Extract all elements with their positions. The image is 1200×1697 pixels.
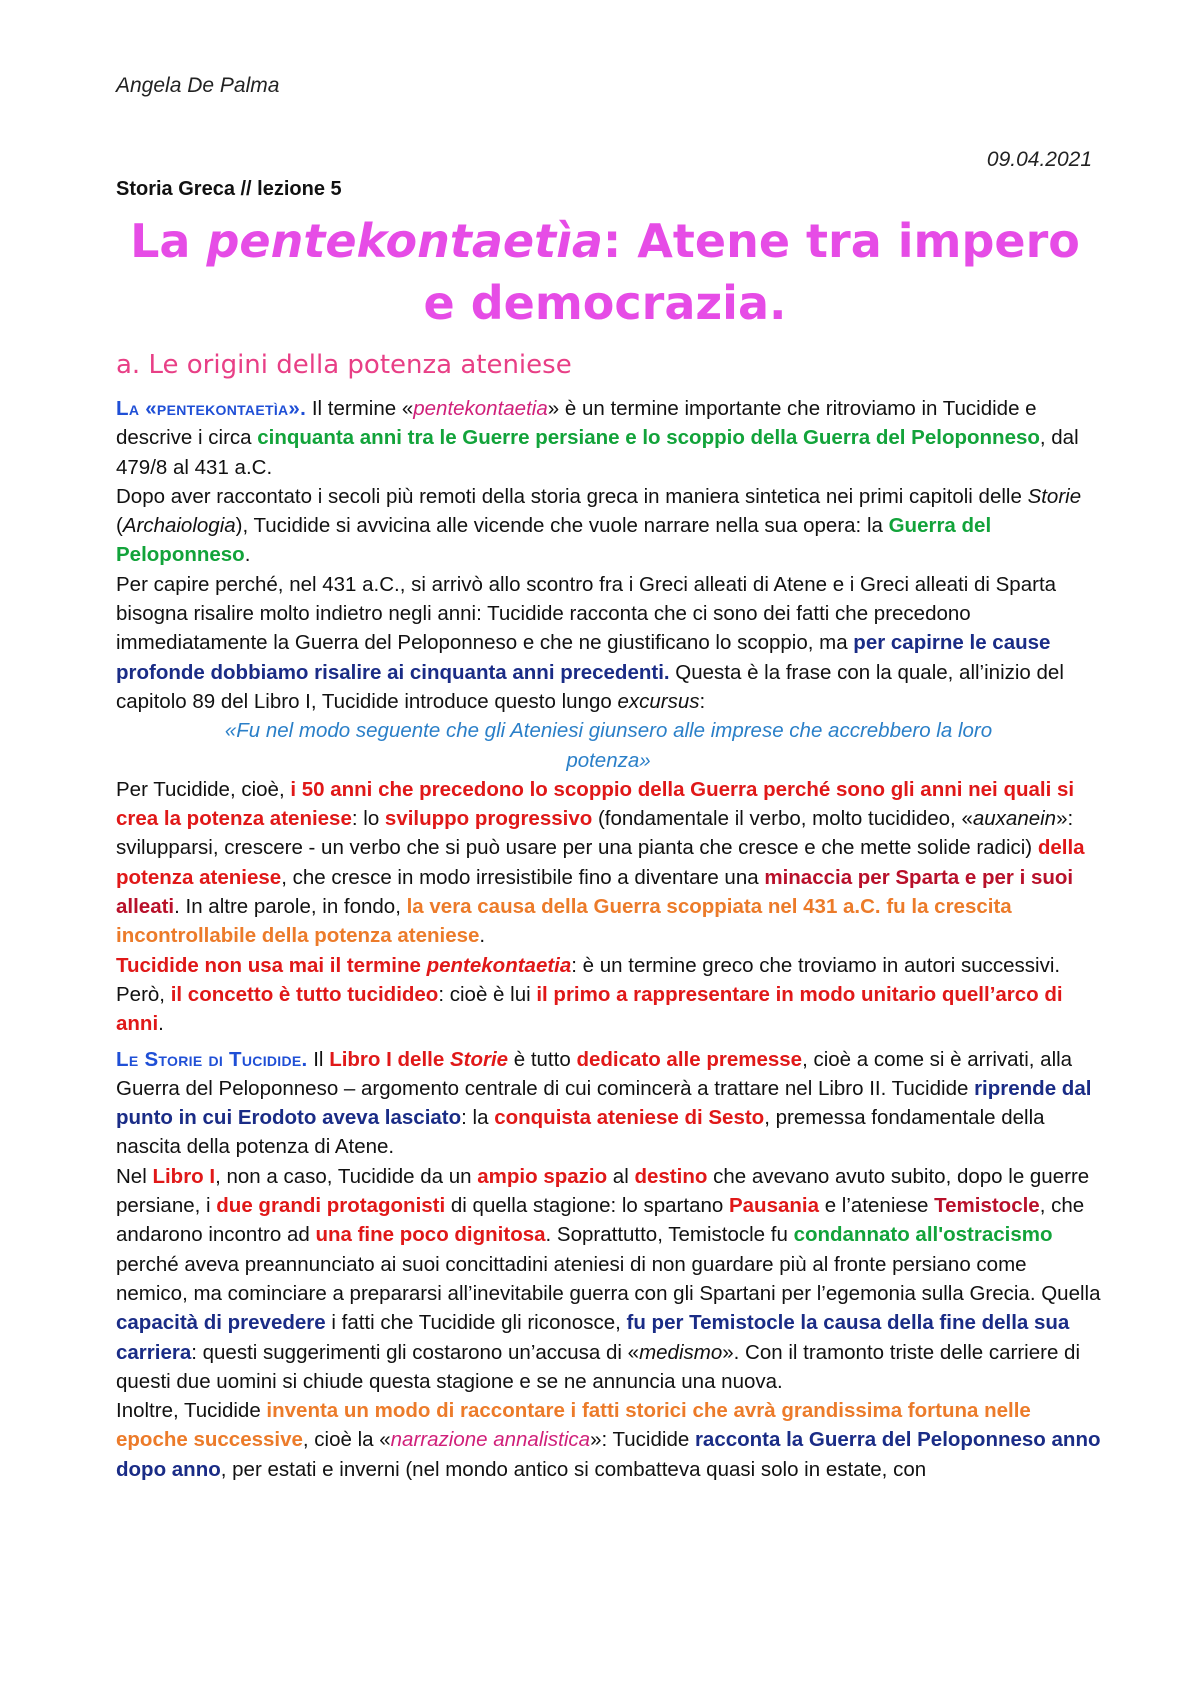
text-run: Nel xyxy=(116,1164,153,1188)
highlight-red: il concetto è tutto tucidideo xyxy=(170,982,439,1006)
text-run: , cioè a come si è arrivati, alla Guerra del Peloponneso – argomento centrale di cui comincerà a trattare nel Libro II. Tucidide xyxy=(116,1047,1073,1100)
text-run: Questa è la frase con la quale, all’inizio del capitolo 89 del Libro I, Tucidide introduce questo lungo xyxy=(116,660,1064,713)
highlight-red: dedicato alle premesse xyxy=(576,1047,803,1071)
italic-term: auxanein xyxy=(972,807,1057,831)
paragraph-pentekontaetia xyxy=(116,394,1101,482)
text-run: i fatti che Tucidide gli riconosce, xyxy=(325,1311,627,1335)
highlight-red: Libro I xyxy=(152,1164,216,1188)
highlight-orange: la vera causa della Guerra scoppiata nel 431 a.C. fu la crescita incontrollabile della potenza ateniese xyxy=(116,895,1012,948)
highlight-green: cinquanta anni tra le Guerre persiane e lo scoppio della Guerra del Peloponneso xyxy=(257,426,1040,450)
paragraph-libro-i xyxy=(116,1162,1101,1396)
paragraph-heading: La «pentekontaetìa». xyxy=(116,397,307,420)
highlight-red: Tucidide non usa mai il termine xyxy=(116,953,427,977)
highlight-red-italic: Storie xyxy=(449,1047,509,1071)
text-run: , per estati e inverni (nel mondo antico si combatteva quasi solo in estate, con xyxy=(220,1457,927,1481)
italic-term: excursus xyxy=(617,689,700,713)
highlight-dark-red: Temistocle xyxy=(934,1194,1040,1218)
text-run: . In altre parole, in fondo, xyxy=(174,895,407,919)
text-run: Inoltre, Tucidide xyxy=(116,1399,267,1423)
paragraph-potenza xyxy=(116,775,1101,951)
highlight-red: una fine poco dignitosa xyxy=(315,1223,546,1247)
text-run: : è un termine greco che troviamo in autori successivi. Però, xyxy=(116,953,1061,1006)
text-run: di quella stagione: lo spartano xyxy=(445,1194,729,1218)
italic-term: pentekontaetia xyxy=(413,397,548,420)
paragraph-termine xyxy=(116,951,1101,1039)
text-run: »: Tucidide xyxy=(590,1428,695,1452)
highlight-red: il primo a rappresentare in modo unitario quell’arco di anni xyxy=(116,982,1063,1036)
text-run: Per Tucidide, cioè, xyxy=(116,777,291,801)
text-run: ), Tucidide si avvicina alle vicende che vuole narrare nella sua opera: la xyxy=(235,514,889,538)
paragraph-archaiologia xyxy=(116,482,1101,570)
title-italic-term: pentekontaetìa xyxy=(206,214,603,268)
text-run: : cioè è lui xyxy=(438,982,537,1006)
text-run: Il xyxy=(307,1047,330,1071)
highlight-dark-red: minaccia per Sparta e per i suoi alleati xyxy=(116,865,1074,919)
text-run: , cioè la « xyxy=(302,1428,391,1452)
text-run: , dal 479/8 al 431 a.C. xyxy=(116,426,1079,479)
text-run: . xyxy=(244,543,251,567)
italic-term: Storie xyxy=(1027,484,1082,508)
text-run: Per capire perché, nel 431 a.C., si arrivò allo scontro fra i Greci alleati di Atene e i Greci alleati di Sparta bisogna risalire molto indietro negli anni: Tucidide racconta che ci sono dei fatti che precedono immediatamente la Guerra del Peloponneso e che ne giustificano lo scoppio, ma xyxy=(116,572,1057,655)
text-run: Dopo aver raccontato i secoli più remoti della storia greca in maniera sintetica nei primi capitoli delle xyxy=(116,484,1028,508)
italic-term: Archaiologia xyxy=(122,514,236,538)
text-run: Il termine « xyxy=(306,397,414,420)
text-run: : lo xyxy=(351,807,385,831)
text-run: ». Con il tramonto triste delle carriere di questi due uomini si chiude questa stagione e se ne annuncia una nuova. xyxy=(116,1340,1081,1393)
text-run: . xyxy=(158,1012,164,1036)
text-run: . Soprattutto, Temistocle fu xyxy=(545,1223,794,1247)
section-heading-a: a. Le origini della potenza ateniese xyxy=(116,350,572,380)
text-run: . xyxy=(479,924,486,948)
page-title xyxy=(116,210,1094,334)
text-run: ( xyxy=(116,514,123,538)
highlight-navy: per capirne le cause profonde dobbiamo risalire ai cinquanta anni precedenti. xyxy=(116,631,1051,684)
text-run: al xyxy=(607,1164,635,1188)
text-run: , che andarono incontro ad xyxy=(116,1194,1085,1247)
highlight-red: della potenza ateniese xyxy=(116,836,1085,889)
block-quote: «Fu nel modo seguente che gli Ateniesi giunsero alle imprese che accrebbero la loro potenza» xyxy=(224,719,993,772)
text-run: » è un termine importante che ritroviamo in Tucidide e descrive i circa xyxy=(116,397,1037,450)
text-run: , non a caso, Tucidide da un xyxy=(215,1164,478,1188)
highlight-red: ampio spazio xyxy=(477,1164,608,1188)
highlight-red: conquista ateniese di Sesto xyxy=(494,1106,765,1130)
paragraph-cause xyxy=(116,570,1101,716)
text-run: »: svilupparsi, crescere - un verbo che si può usare per una pianta che cresce e che mette solide radici) xyxy=(116,807,1074,860)
text-run: (fondamentale il verbo, molto tucidideo, « xyxy=(592,807,973,831)
title-part-2: : Atene tra impero e democrazia. xyxy=(423,214,1080,330)
highlight-navy: fu per Temistocle la causa della fine della sua carriera xyxy=(116,1311,1070,1364)
text-run: : xyxy=(699,689,706,713)
text-run: , premessa fondamentale della nascita della potenza di Atene. xyxy=(116,1106,1045,1159)
paragraph-storie xyxy=(116,1045,1101,1162)
paragraph-annalistica xyxy=(116,1396,1101,1484)
text-run: : questi suggerimenti gli costarono un’accusa di « xyxy=(191,1340,640,1364)
text-run: perché aveva preannunciato ai suoi concittadini ateniesi di non guardare più al fronte persiano come nemico, ma cominciare a prepararsi all’inevitabile guerra con gli Spartani per l’egemonia sulla Grecia. Quella xyxy=(116,1252,1101,1305)
text-run: che avevano avuto subito, dopo le guerre persiane, i xyxy=(116,1164,1090,1218)
paragraph-heading: Le Storie di Tucidide. xyxy=(116,1047,308,1071)
highlight-red: Libro I delle xyxy=(329,1047,450,1071)
highlight-navy: riprende dal punto in cui Erodoto aveva lasciato xyxy=(116,1076,1092,1130)
body-text xyxy=(116,394,1101,1484)
highlight-navy: capacità di prevedere xyxy=(116,1311,326,1335)
highlight-red: sviluppo progressivo xyxy=(384,807,593,831)
highlight-red-italic: pentekontaetia xyxy=(426,953,572,977)
document-date: 09.04.2021 xyxy=(986,148,1092,171)
title-part-1: La xyxy=(130,214,207,268)
text-run: , che cresce in modo irresistibile fino a diventare una xyxy=(281,865,765,889)
author-name: Angela De Palma xyxy=(116,74,280,97)
italic-term: narrazione annalistica xyxy=(390,1428,591,1452)
highlight-green: Guerra del Peloponneso xyxy=(116,514,992,567)
italic-term: medismo xyxy=(639,1340,723,1364)
highlight-orange: inventa un modo di raccontare i fatti storici che avrà grandissima fortuna nelle epoche successive xyxy=(116,1399,1031,1452)
highlight-red: i 50 anni che precedono lo scoppio della Guerra perché sono gli anni nei quali si crea la potenza ateniese xyxy=(116,777,1075,831)
highlight-navy: racconta la Guerra del Peloponneso anno dopo anno xyxy=(116,1428,1101,1481)
course-label: Storia Greca // lezione 5 xyxy=(116,178,342,200)
text-run: e l’ateniese xyxy=(819,1194,935,1218)
text-run: è tutto xyxy=(508,1047,577,1071)
text-run: : la xyxy=(461,1106,495,1130)
highlight-red: due grandi protagonisti xyxy=(216,1194,446,1218)
highlight-red: destino xyxy=(634,1164,708,1188)
highlight-green: condannato all'ostracismo xyxy=(793,1223,1053,1247)
highlight-red: Pausania xyxy=(728,1194,820,1218)
